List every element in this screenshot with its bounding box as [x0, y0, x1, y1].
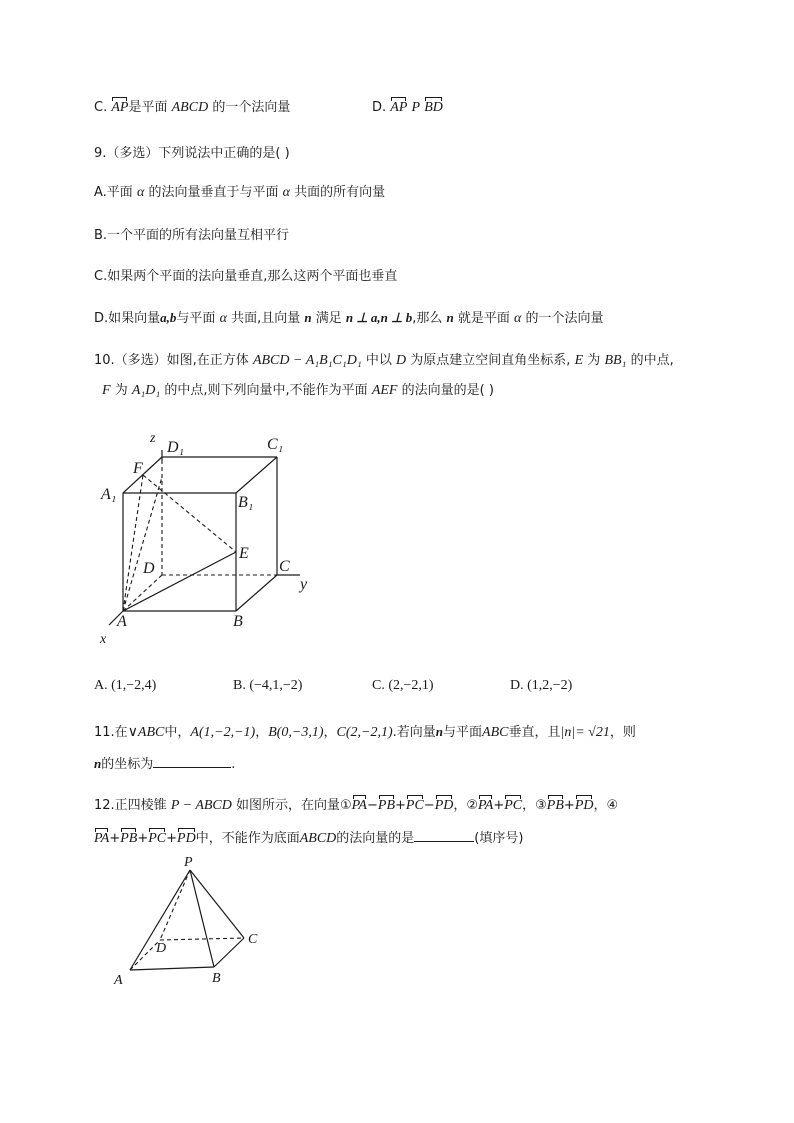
q8-option-c: C. AP是平面 ABCD 的一个法向量 — [94, 100, 291, 115]
label-p: P — [184, 855, 193, 870]
label-d: D — [143, 560, 155, 577]
q10-stem-line1: 10.（多选）如图,在正方体 ABCD − A₁B₁C₁D₁ 中以 D 为原点建立空间直角坐标系, E 为 BB₁ 的中点, — [94, 353, 674, 368]
vector-pa: PA — [351, 798, 367, 813]
vector-pb: PB — [377, 798, 395, 813]
segment-fe — [143, 475, 236, 552]
answer-blank[interactable] — [153, 753, 231, 768]
q8-option-d: D. AP P BD — [372, 100, 443, 115]
label-b: B — [212, 971, 221, 986]
vector-ap: AP — [390, 100, 408, 115]
q10-stem-line2: F 为 A₁D₁ 的中点,则下列向量中,不能作为平面 AEF 的法向量的是( ) — [102, 383, 494, 398]
label-a1: A₁ — [101, 486, 117, 503]
vector-pa: PA — [478, 798, 494, 813]
segment-af — [123, 475, 143, 611]
label-f: F — [133, 460, 143, 477]
label-d: D — [156, 941, 167, 956]
label-a: A — [117, 613, 127, 630]
q9-option-a: A.平面 α 的法向量垂直于与平面 α 共面的所有向量 — [94, 185, 386, 200]
vector-pd: PD — [434, 798, 454, 813]
q11-stem-line2: n的坐标为 . — [94, 753, 235, 774]
vector-pb: PB — [546, 798, 564, 813]
cube-figure — [95, 425, 325, 655]
q9-option-d: D.如果向量a,b与平面 α 共面,且向量 n 满足 n ⊥ a,n ⊥ b,那么 n 就是平面 α 的一个法向量 — [94, 310, 604, 326]
vector-pc: PC — [148, 831, 167, 846]
edge-ad — [123, 575, 162, 611]
label-z: z — [150, 431, 156, 446]
label-c1: C₁ — [267, 436, 284, 453]
vector-pd: PD — [574, 798, 594, 813]
label-c: C — [279, 558, 290, 575]
edge-pd — [160, 870, 190, 940]
q10-option-b: B. (−4,1,−2) — [233, 678, 303, 693]
edge-bc — [214, 938, 244, 967]
vector-ap: AP — [111, 100, 129, 115]
answer-blank[interactable] — [414, 827, 474, 842]
edge-b1c1 — [236, 457, 277, 493]
label-d1: D₁ — [167, 439, 185, 456]
label-b1: B₁ — [238, 494, 254, 511]
vector-pd: PD — [177, 831, 196, 846]
q9-option-c: C.如果两个平面的法向量垂直,那么这两个平面也垂直 — [94, 269, 398, 284]
q9-stem: 9.（多选）下列说法中正确的是( ) — [94, 146, 290, 161]
q11-stem-line1: 11.在∨ABC中，A(1,−2,−1)，B(0,−3,1)，C(2,−2,1).若向量n与平面ABC垂直，且|n|= √21，则 — [94, 724, 636, 740]
vector-pc: PC — [405, 798, 424, 813]
label-b: B — [233, 613, 243, 630]
q10-option-c: C. (2,−2,1) — [372, 678, 434, 693]
vector-bd: BD — [424, 100, 443, 115]
edge-ab — [130, 967, 214, 970]
q10-option-d: D. (1,2,−2) — [510, 678, 573, 693]
vector-pc: PC — [504, 798, 523, 813]
segment-ae — [123, 552, 236, 611]
vector-pa: PA — [94, 831, 110, 846]
edge-dc — [160, 938, 244, 940]
q12-stem-line1: 12.正四棱锥 P − ABCD 如图所示，在向量①PA−PB+PC−PD，②PA+PC，③PB+PD，④ — [94, 798, 619, 813]
label-e: E — [239, 545, 249, 562]
q10-option-a: A. (1,−2,4) — [94, 678, 157, 693]
vector-pb: PB — [120, 831, 138, 846]
q12-stem-line2: PA+PB+PC+PD中，不能作为底面ABCD的法向量的是 (填序号) — [94, 827, 523, 848]
label-y: y — [300, 576, 308, 593]
segment-ad1-aux — [123, 477, 162, 611]
edge-bc — [236, 575, 277, 611]
pyramid-figure — [108, 852, 268, 992]
label-x: x — [100, 632, 107, 647]
label-a: A — [114, 973, 123, 988]
q9-option-b: B.一个平面的所有法向量互相平行 — [94, 228, 290, 243]
label-c: C — [248, 932, 258, 947]
